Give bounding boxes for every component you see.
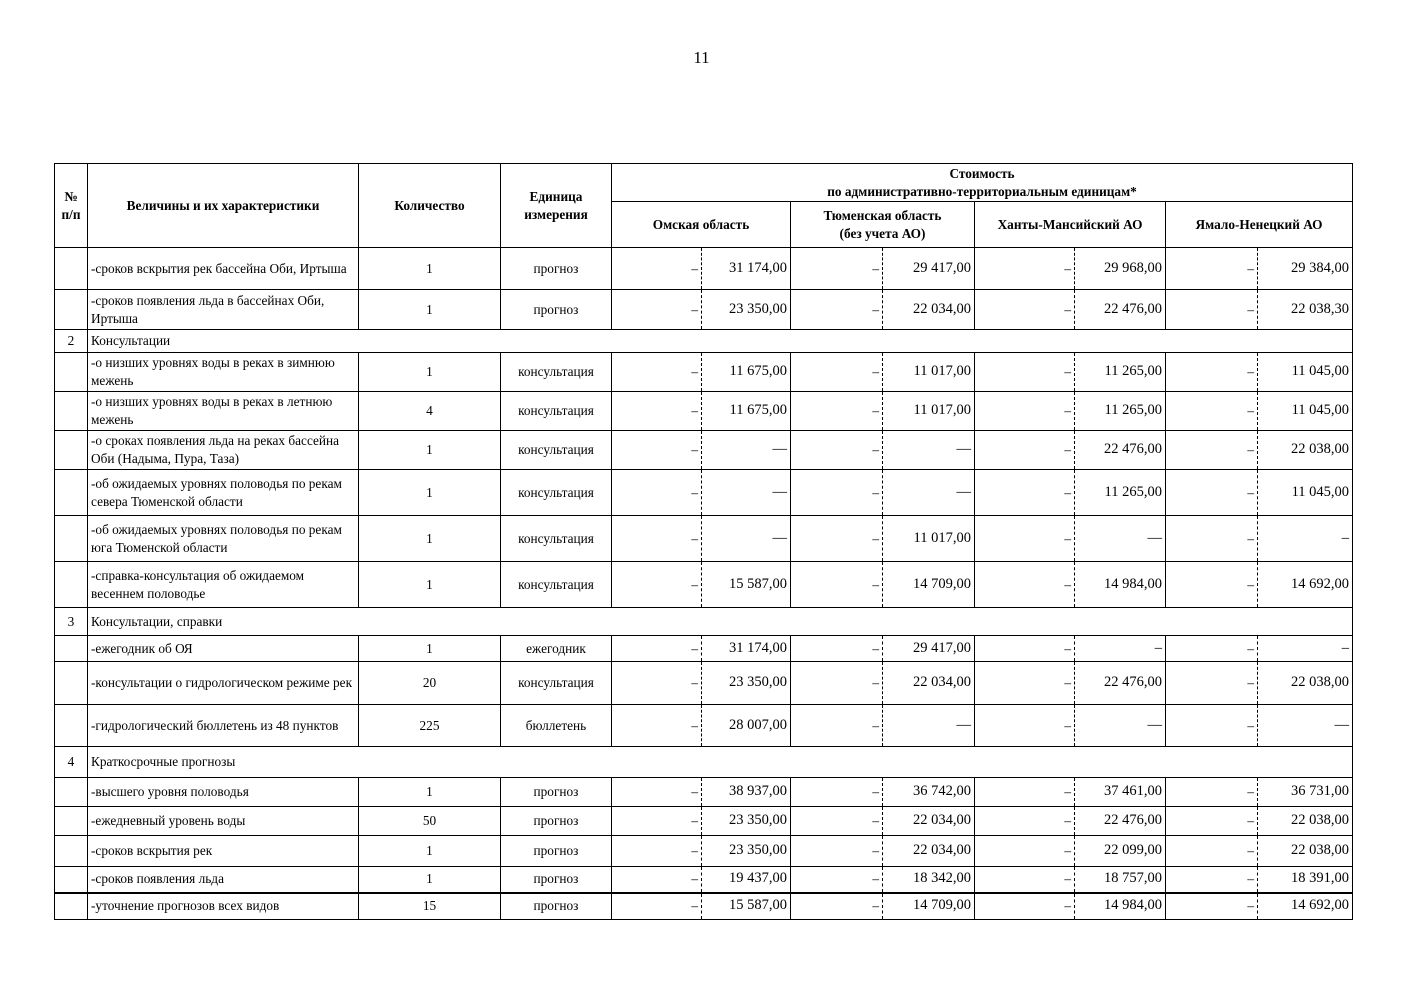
cost-dash: – [791,867,883,893]
cost-dash: – [612,562,702,608]
cost-value: — [883,470,975,516]
header-num: № п/п [55,164,88,248]
cost-dash: – [791,470,883,516]
row-number-cell [55,807,88,836]
cost-value: 11 045,00 [1258,353,1353,392]
item-unit: прогноз [501,807,612,836]
cost-value: 22 476,00 [1075,290,1166,330]
cost-dash: – [1166,662,1258,705]
cost-dash: – [1166,392,1258,431]
cost-value: 18 757,00 [1075,867,1166,893]
row-number-cell [55,893,88,920]
cost-value: – [1075,636,1166,662]
table-row [55,705,1353,747]
section-title: Краткосрочные прогнозы [88,747,1353,778]
cost-dash: – [1166,705,1258,747]
table-row [55,893,1353,920]
cost-value: — [702,431,791,470]
cost-dash: – [975,470,1075,516]
cost-dash: – [791,392,883,431]
item-unit: прогноз [501,836,612,867]
item-quantity: 1 [359,290,501,330]
item-quantity: 1 [359,636,501,662]
header-region-khmao: Ханты-Мансийский АО [975,202,1166,248]
cost-dash: – [791,662,883,705]
row-number-cell [55,392,88,431]
item-name: -сроков появления льда [88,867,359,893]
cost-value: 15 587,00 [702,893,791,920]
item-quantity: 1 [359,516,501,562]
cost-value: 23 350,00 [702,807,791,836]
cost-dash: – [1166,431,1258,470]
cost-value: — [702,516,791,562]
item-name: -об ожидаемых уровнях половодья по рекам юга Тюменской области [88,516,359,562]
table-row [55,248,1353,290]
cost-value: 23 350,00 [702,290,791,330]
page-number: 11 [693,48,710,67]
cost-value: 22 038,00 [1258,807,1353,836]
cost-value: — [1258,705,1353,747]
table-row [55,431,1353,470]
cost-value: 31 174,00 [702,636,791,662]
cost-value: 38 937,00 [702,778,791,807]
cost-dash: – [975,353,1075,392]
cost-dash: – [975,893,1075,920]
item-name: -о сроках появления льда на реках бассейна Оби (Надыма, Пура, Таза) [88,431,359,470]
cost-dash: – [612,353,702,392]
row-number-cell [55,636,88,662]
header-region-yanao: Ямало-Ненецкий АО [1166,202,1353,248]
cost-dash: – [975,392,1075,431]
cost-value: 14 984,00 [1075,893,1166,920]
cost-value: 36 742,00 [883,778,975,807]
row-number-cell [55,431,88,470]
cost-value: 11 265,00 [1075,470,1166,516]
header-unit: Единица измерения [501,164,612,248]
row-number-cell [55,662,88,705]
item-unit: консультация [501,431,612,470]
item-name: -сроков вскрытия рек бассейна Оби, Иртыша [88,248,359,290]
item-quantity: 1 [359,836,501,867]
item-name: -ежедневный уровень воды [88,807,359,836]
item-unit: прогноз [501,248,612,290]
cost-dash: – [1166,867,1258,893]
table-row [55,807,1353,836]
cost-value: 14 709,00 [883,893,975,920]
table-row [55,470,1353,516]
item-name: -высшего уровня половодья [88,778,359,807]
cost-dash: – [1166,893,1258,920]
cost-dash: – [1166,562,1258,608]
cost-value: — [883,705,975,747]
table-row [55,836,1353,867]
cost-dash: – [612,778,702,807]
header-cost-title: Стоимость [949,165,1015,181]
cost-value: 11 045,00 [1258,470,1353,516]
table-row [55,290,1353,330]
table-row [55,562,1353,608]
cost-value: 14 709,00 [883,562,975,608]
cost-value: 29 384,00 [1258,248,1353,290]
cost-value: 37 461,00 [1075,778,1166,807]
cost-value: 23 350,00 [702,836,791,867]
cost-value: 11 265,00 [1075,392,1166,431]
cost-value: – [1258,516,1353,562]
item-quantity: 20 [359,662,501,705]
cost-value: 22 476,00 [1075,662,1166,705]
cost-dash: – [791,516,883,562]
cost-dash: – [1166,636,1258,662]
cost-value: 22 038,00 [1258,836,1353,867]
cost-dash: – [612,867,702,893]
cost-dash: – [1166,290,1258,330]
row-number-cell [55,353,88,392]
cost-dash: – [1166,353,1258,392]
item-unit: консультация [501,392,612,431]
item-quantity: 15 [359,893,501,920]
section-number: 2 [55,330,88,353]
header-region-tyumen: Тюменская область (без учета АО) [791,202,975,248]
table-row [55,778,1353,807]
item-unit: консультация [501,662,612,705]
header-cost [612,164,1353,202]
section-row [55,330,1353,353]
table-row [55,353,1353,392]
row-number-cell [55,470,88,516]
item-quantity: 225 [359,705,501,747]
item-unit: прогноз [501,893,612,920]
cost-value: 22 476,00 [1075,807,1166,836]
cost-dash: – [791,636,883,662]
cost-value: 11 265,00 [1075,353,1166,392]
cost-value: 11 045,00 [1258,392,1353,431]
cost-value: 22 038,30 [1258,290,1353,330]
cost-dash: – [612,705,702,747]
row-number-cell [55,562,88,608]
cost-dash: – [1166,516,1258,562]
item-unit: прогноз [501,778,612,807]
cost-dash: – [975,662,1075,705]
item-name: -о низших уровнях воды в реках в зимнюю межень [88,353,359,392]
table-header [55,164,1353,248]
cost-value: — [883,431,975,470]
cost-dash: – [791,893,883,920]
item-quantity: 1 [359,431,501,470]
table-row [55,662,1353,705]
cost-dash: – [791,807,883,836]
cost-value: 11 017,00 [883,353,975,392]
item-unit: прогноз [501,867,612,893]
section-title: Консультации [88,330,1353,353]
row-number-cell [55,836,88,867]
item-unit: прогноз [501,290,612,330]
cost-value: 22 476,00 [1075,431,1166,470]
cost-value: 14 984,00 [1075,562,1166,608]
row-number-cell [55,867,88,893]
cost-dash: – [612,290,702,330]
cost-dash: – [612,392,702,431]
cost-dash: – [975,807,1075,836]
cost-dash: – [791,562,883,608]
table-row [55,516,1353,562]
cost-value: 22 034,00 [883,807,975,836]
cost-value: 19 437,00 [702,867,791,893]
section-row [55,747,1353,778]
item-quantity: 1 [359,778,501,807]
item-name: -уточнение прогнозов всех видов [88,893,359,920]
header-region-omsk: Омская область [612,202,791,248]
cost-dash: – [612,893,702,920]
cost-value: 29 417,00 [883,636,975,662]
cost-value: 11 675,00 [702,392,791,431]
cost-dash: – [791,353,883,392]
header-quantity: Количество [359,164,501,248]
cost-value: 11 017,00 [883,392,975,431]
cost-value: – [1258,636,1353,662]
item-unit: консультация [501,470,612,516]
header-cost-subtitle: по административно-территориальным единицам* [827,183,1137,199]
cost-dash: – [612,516,702,562]
item-unit: ежегодник [501,636,612,662]
cost-dash: – [975,431,1075,470]
cost-dash: – [612,470,702,516]
item-name: -сроков появления льда в бассейнах Оби, Иртыша [88,290,359,330]
row-number-cell [55,290,88,330]
item-quantity: 4 [359,392,501,431]
cost-dash: – [791,836,883,867]
cost-dash: – [975,778,1075,807]
cost-value: 14 692,00 [1258,562,1353,608]
cost-value: 29 417,00 [883,248,975,290]
cost-dash: – [791,431,883,470]
header-name: Величины и их характеристики [88,164,359,248]
cost-value: 36 731,00 [1258,778,1353,807]
cost-dash: – [1166,778,1258,807]
item-quantity: 1 [359,562,501,608]
item-quantity: 1 [359,248,501,290]
cost-value: 11 675,00 [702,353,791,392]
item-name: -консультации о гидрологическом режиме рек [88,662,359,705]
cost-value: 28 007,00 [702,705,791,747]
cost-value: — [702,470,791,516]
row-number-cell [55,248,88,290]
cost-value: 11 017,00 [883,516,975,562]
row-number-cell [55,778,88,807]
cost-dash: – [612,248,702,290]
cost-value: 18 342,00 [883,867,975,893]
cost-value: 29 968,00 [1075,248,1166,290]
item-name: -ежегодник об ОЯ [88,636,359,662]
cost-dash: – [975,562,1075,608]
item-unit: бюллетень [501,705,612,747]
table-row [55,867,1353,893]
cost-dash: – [975,516,1075,562]
cost-dash: – [612,431,702,470]
table-body [55,248,1353,920]
cost-value: 22 099,00 [1075,836,1166,867]
item-name: -гидрологический бюллетень из 48 пунктов [88,705,359,747]
table-row [55,636,1353,662]
cost-dash: – [975,836,1075,867]
cost-value: — [1075,705,1166,747]
item-unit: консультация [501,516,612,562]
item-quantity: 1 [359,353,501,392]
cost-dash: – [791,290,883,330]
item-quantity: 1 [359,470,501,516]
item-name: -об ожидаемых уровнях половодья по рекам севера Тюменской области [88,470,359,516]
cost-dash: – [1166,807,1258,836]
cost-table [54,163,1353,920]
cost-value: — [1075,516,1166,562]
cost-dash: – [612,636,702,662]
item-unit: консультация [501,562,612,608]
cost-dash: – [612,836,702,867]
section-row [55,608,1353,636]
item-name: -справка-консультация об ожидаемом весеннем половодье [88,562,359,608]
cost-value: 22 034,00 [883,290,975,330]
row-number-cell [55,516,88,562]
cost-value: 18 391,00 [1258,867,1353,893]
cost-dash: – [975,705,1075,747]
cost-dash: – [1166,836,1258,867]
section-number: 3 [55,608,88,636]
cost-value: 22 038,00 [1258,431,1353,470]
cost-dash: – [791,248,883,290]
cost-dash: – [612,807,702,836]
table-row [55,392,1353,431]
cost-value: 31 174,00 [702,248,791,290]
cost-dash: – [1166,470,1258,516]
cost-dash: – [975,290,1075,330]
cost-dash: – [975,867,1075,893]
cost-value: 22 034,00 [883,836,975,867]
cost-dash: – [612,662,702,705]
cost-value: 22 038,00 [1258,662,1353,705]
item-name: -сроков вскрытия рек [88,836,359,867]
cost-dash: – [1166,248,1258,290]
section-title: Консультации, справки [88,608,1353,636]
cost-dash: – [791,778,883,807]
item-name: -о низших уровнях воды в реках в летнюю межень [88,392,359,431]
row-number-cell [55,705,88,747]
cost-dash: – [975,636,1075,662]
item-quantity: 1 [359,867,501,893]
cost-value: 15 587,00 [702,562,791,608]
item-quantity: 50 [359,807,501,836]
cost-value: 14 692,00 [1258,893,1353,920]
cost-dash: – [975,248,1075,290]
cost-value: 23 350,00 [702,662,791,705]
item-unit: консультация [501,353,612,392]
cost-dash: – [791,705,883,747]
section-number: 4 [55,747,88,778]
cost-value: 22 034,00 [883,662,975,705]
